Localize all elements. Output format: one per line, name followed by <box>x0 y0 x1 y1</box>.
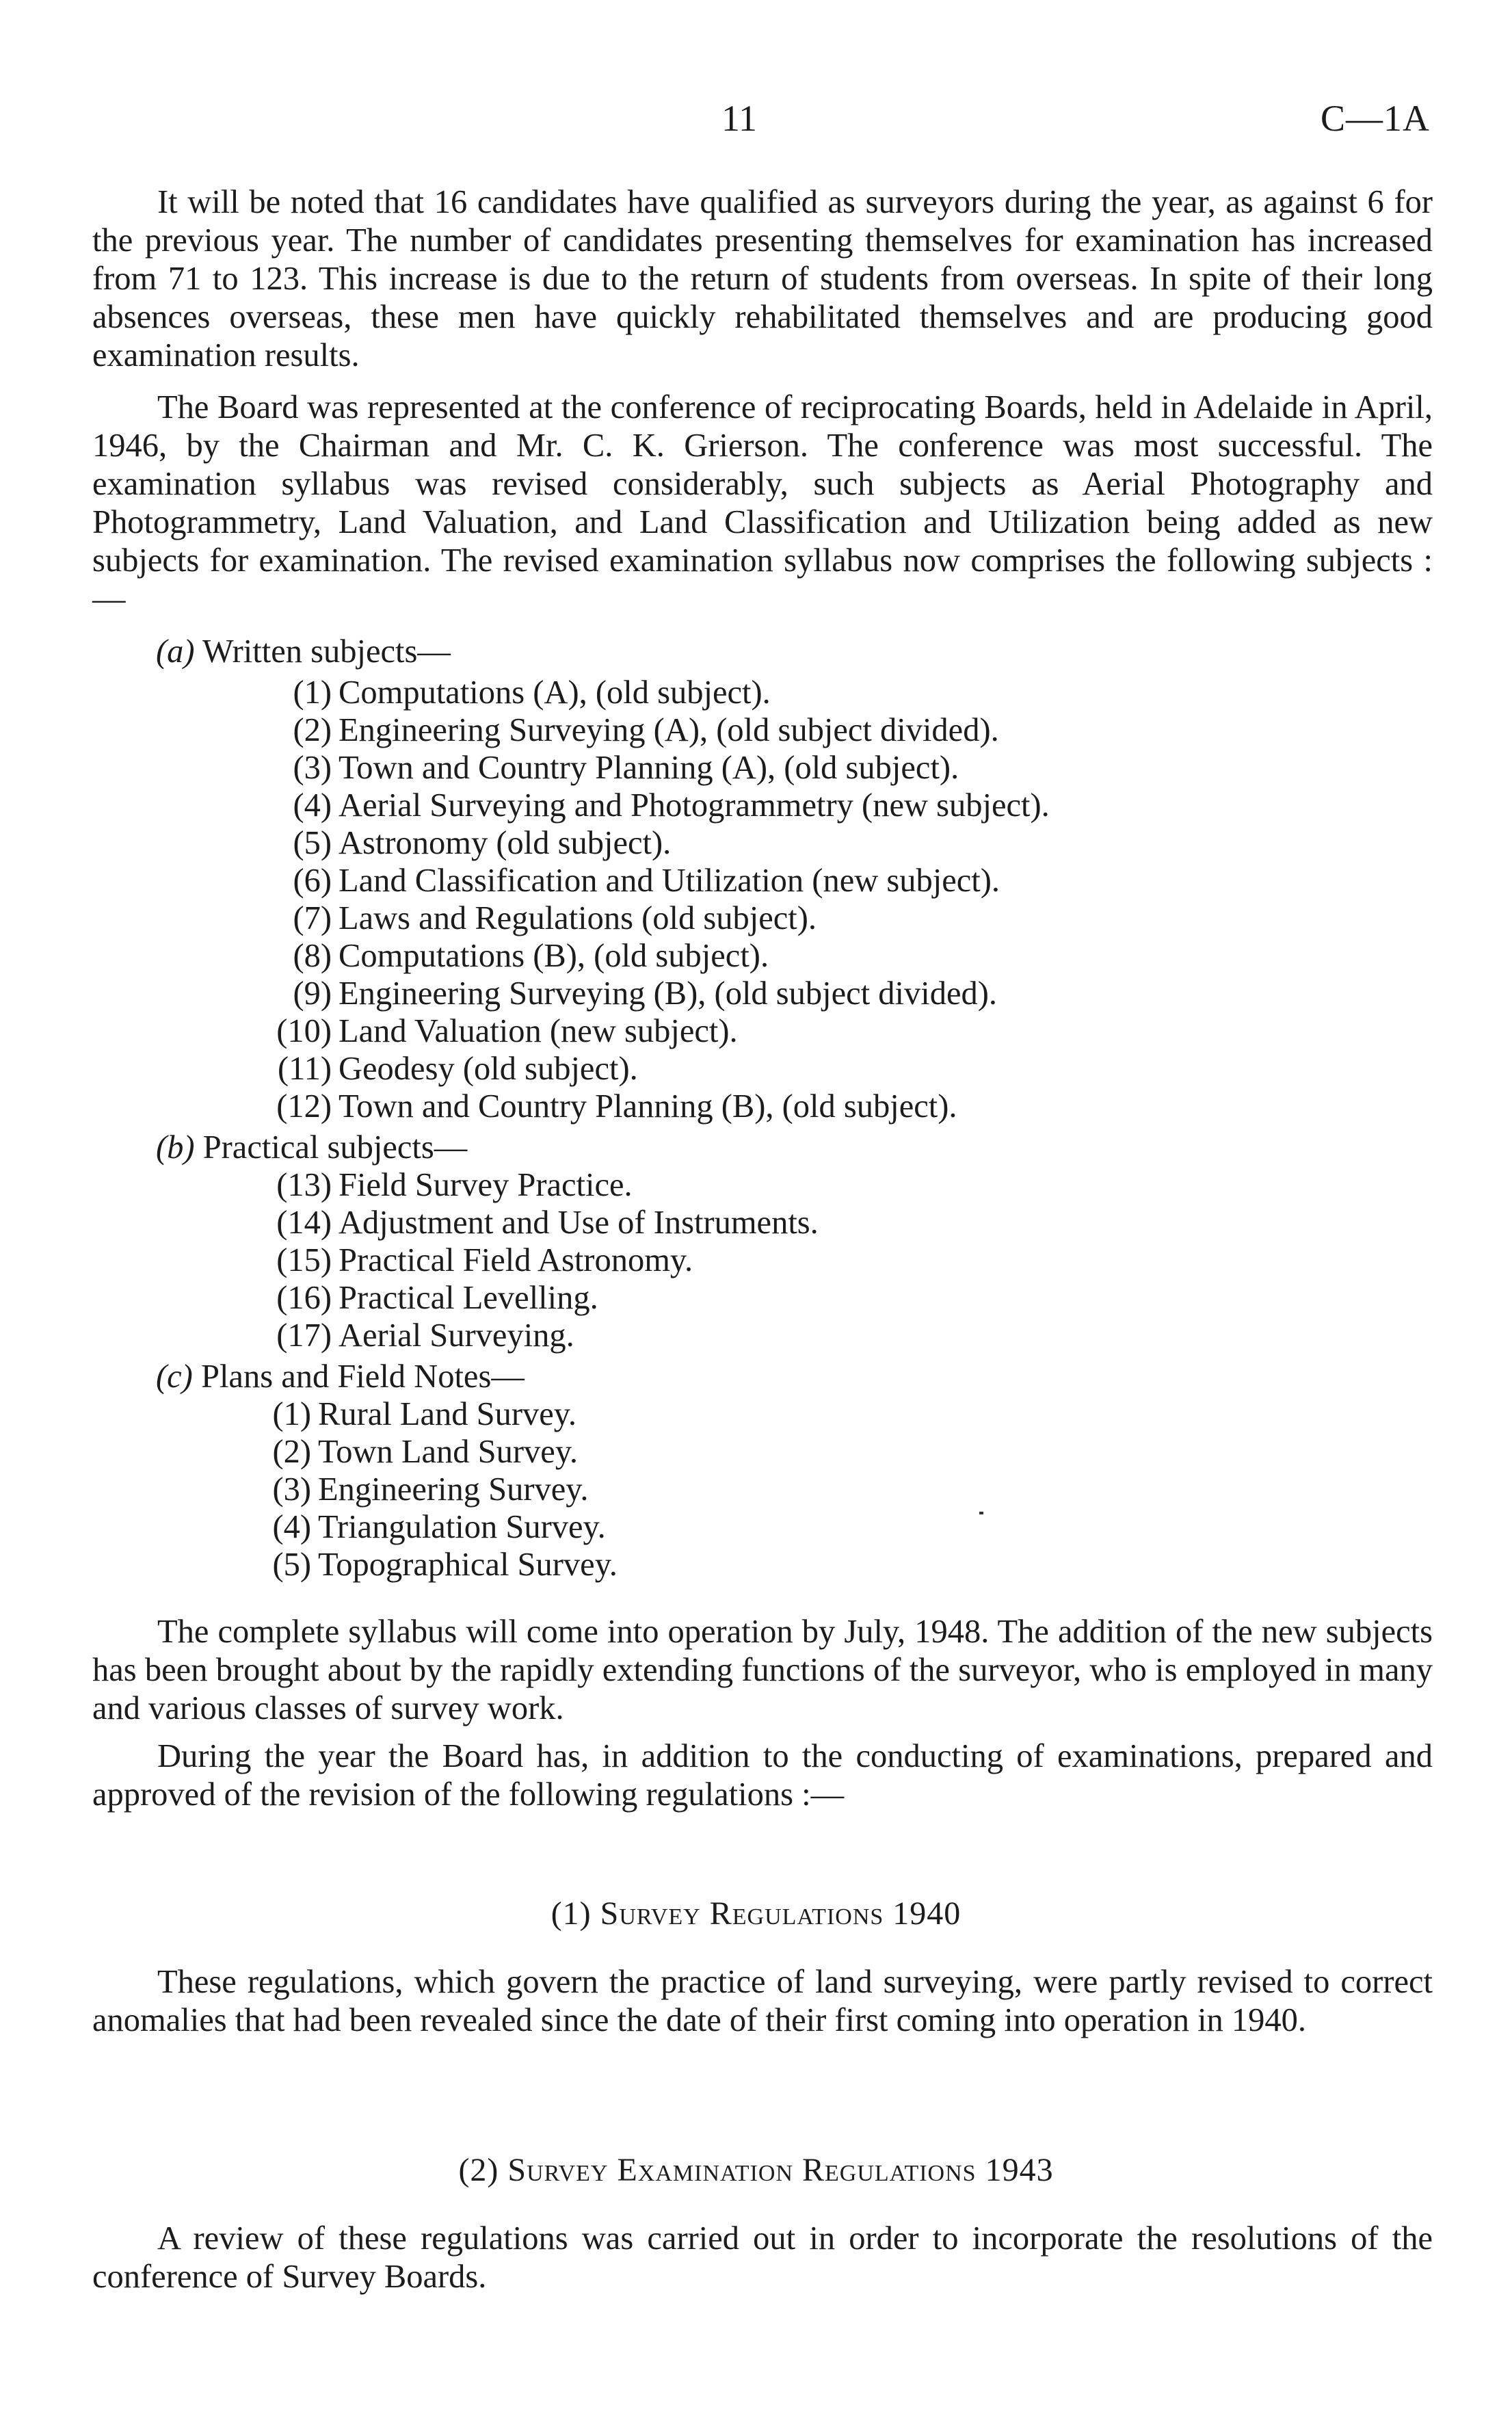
list-item-number: (4) <box>272 1509 311 1545</box>
document-code: C—1A <box>1320 98 1430 139</box>
section-title: Survey Examination Regulations <box>507 2152 977 2188</box>
list-item-number: (8) <box>293 938 332 974</box>
list-item <box>256 1471 589 1508</box>
list-item-number: (13) <box>276 1167 332 1203</box>
list-item-text: Field Survey Practice. <box>339 1167 633 1203</box>
list-item-number: (5) <box>293 825 332 861</box>
paragraph-examination-regulations: A review of these regulations was carried out in order to incorporate the resolutions of the conference of Survey Boards. <box>92 2220 1433 2295</box>
paragraph-conference: The Board was represented at the conference of reciprocating Boards, held in Adelaide in April, 1946, by the Chairman and Mr. C. K. Grierson. The conference was most successful. The examination syllabus was revised considerably, such subjects as Aerial Photography and Photogrammetry, Land Valuation, and Land Classification and Utilization being added as new subjects for examination. The revised examination syllabus now comprises the following subjects :— <box>92 389 1433 617</box>
list-item-number: (3) <box>293 750 332 786</box>
list-item <box>256 1395 577 1433</box>
list-item <box>256 1546 618 1583</box>
list-item-number: (16) <box>276 1280 332 1316</box>
page-header <box>0 97 1512 145</box>
list-item <box>256 787 1050 824</box>
list-item-text: Engineering Surveying (B), (old subject divided). <box>339 975 998 1012</box>
list-item-number: (2) <box>293 712 332 748</box>
list-item <box>256 1088 957 1125</box>
paragraph-survey-regulations: These regulations, which govern the practice of land surveying, were partly revised to correct anomalies that had been revealed since the date of their first coming into operation in 1940. <box>92 1964 1433 2038</box>
group-title: Written subjects— <box>202 633 451 670</box>
list-item <box>256 1050 638 1088</box>
list-item-text: Rural Land Survey. <box>318 1396 577 1432</box>
list-item <box>256 1317 574 1354</box>
list-item-text: Astronomy (old subject). <box>339 825 672 861</box>
list-item <box>256 1279 598 1317</box>
group-heading-plans <box>156 1358 525 1396</box>
list-item <box>256 899 817 937</box>
list-item-text: Town and Country Planning (B), (old subject). <box>339 1088 957 1125</box>
list-item <box>256 1204 819 1241</box>
list-item-number: (9) <box>293 975 332 1012</box>
list-item-text: Computations (A), (old subject). <box>339 674 771 711</box>
list-item-number: (2) <box>272 1434 311 1470</box>
list-item-number: (11) <box>277 1051 332 1087</box>
group-label: (a) <box>156 633 195 670</box>
list-item-number: (4) <box>293 787 332 824</box>
list-item <box>256 1433 579 1471</box>
list-item <box>256 1241 693 1279</box>
section-title: Survey Regulations <box>600 1895 884 1932</box>
print-speck <box>979 1512 983 1514</box>
list-item-number: (3) <box>272 1471 311 1508</box>
list-item-text: Practical Field Astronomy. <box>339 1242 693 1278</box>
list-item-number: (1) <box>293 674 332 711</box>
group-title: Practical subjects— <box>202 1129 468 1166</box>
list-item <box>256 824 672 862</box>
list-item <box>256 1012 738 1050</box>
paragraph-syllabus-operation: The complete syllabus will come into operation by July, 1948. The addition of the new subjects has been brought about by the rapidly extending functions of the surveyor, who is employed in many and various classes of survey work. <box>92 1614 1433 1726</box>
list-item <box>256 862 1000 899</box>
list-item-number: (10) <box>276 1013 332 1049</box>
list-item-text: Triangulation Survey. <box>318 1509 606 1545</box>
paragraph-regulations-revision: During the year the Board has, in addition to the conducting of examinations, prepared and approved of the revision of the following regulations :— <box>92 1738 1433 1813</box>
list-item-text: Land Valuation (new subject). <box>339 1013 738 1049</box>
list-item-number: (14) <box>276 1205 332 1241</box>
list-item-number: (15) <box>276 1242 332 1278</box>
list-item <box>256 674 771 711</box>
list-item-text: Topographical Survey. <box>318 1547 618 1583</box>
list-item <box>256 1508 606 1546</box>
list-item-text: Laws and Regulations (old subject). <box>339 900 817 936</box>
section-heading-examination-regulations: (2) Survey Examination Regulations 1943 <box>458 2152 1054 2188</box>
list-item-number: (12) <box>276 1088 332 1125</box>
list-item-text: Town Land Survey. <box>318 1434 579 1470</box>
list-item-text: Computations (B), (old subject). <box>339 938 769 974</box>
group-label: (c) <box>156 1358 193 1395</box>
list-item-text: Adjustment and Use of Instruments. <box>339 1205 819 1241</box>
list-item-text: Aerial Surveying and Photogrammetry (new subject). <box>339 787 1050 824</box>
group-heading-written <box>156 633 451 671</box>
group-heading-practical <box>156 1129 467 1167</box>
list-item <box>256 1166 633 1204</box>
paragraph-candidates: It will be noted that 16 candidates have qualified as surveyors during the year, as against 6 for the previous year. The number of candidates presenting themselves for examination has increased from 71 to 123. This increase is due to the return of students from overseas. In spite of their long absences overseas, these men have quickly rehabilitated themselves and are producing good examination results. <box>92 184 1433 373</box>
list-item-text: Land Classification and Utilization (new subject). <box>339 863 1000 899</box>
list-item <box>256 937 769 975</box>
list-item-number: (6) <box>293 863 332 899</box>
list-item-text: Aerial Surveying. <box>339 1317 574 1354</box>
list-item-text: Engineering Surveying (A), (old subject divided). <box>339 712 999 748</box>
group-title: Plans and Field Notes— <box>200 1358 525 1395</box>
list-item-number: (5) <box>272 1547 311 1583</box>
list-item <box>256 711 999 749</box>
group-label: (b) <box>156 1129 195 1166</box>
list-item <box>256 749 959 787</box>
list-item-text: Engineering Survey. <box>318 1471 589 1508</box>
section-heading-survey-regulations: (1) Survey Regulations 1940 <box>551 1895 961 1932</box>
list-item-text: Practical Levelling. <box>339 1280 598 1316</box>
list-item-text: Geodesy (old subject). <box>339 1051 638 1087</box>
list-item-number: (7) <box>293 900 332 936</box>
list-item-text: Town and Country Planning (A), (old subject). <box>339 750 959 786</box>
page-number: 11 <box>721 98 757 139</box>
list-item <box>256 975 998 1012</box>
list-item-number: (1) <box>272 1396 311 1432</box>
list-item-number: (17) <box>276 1317 332 1354</box>
